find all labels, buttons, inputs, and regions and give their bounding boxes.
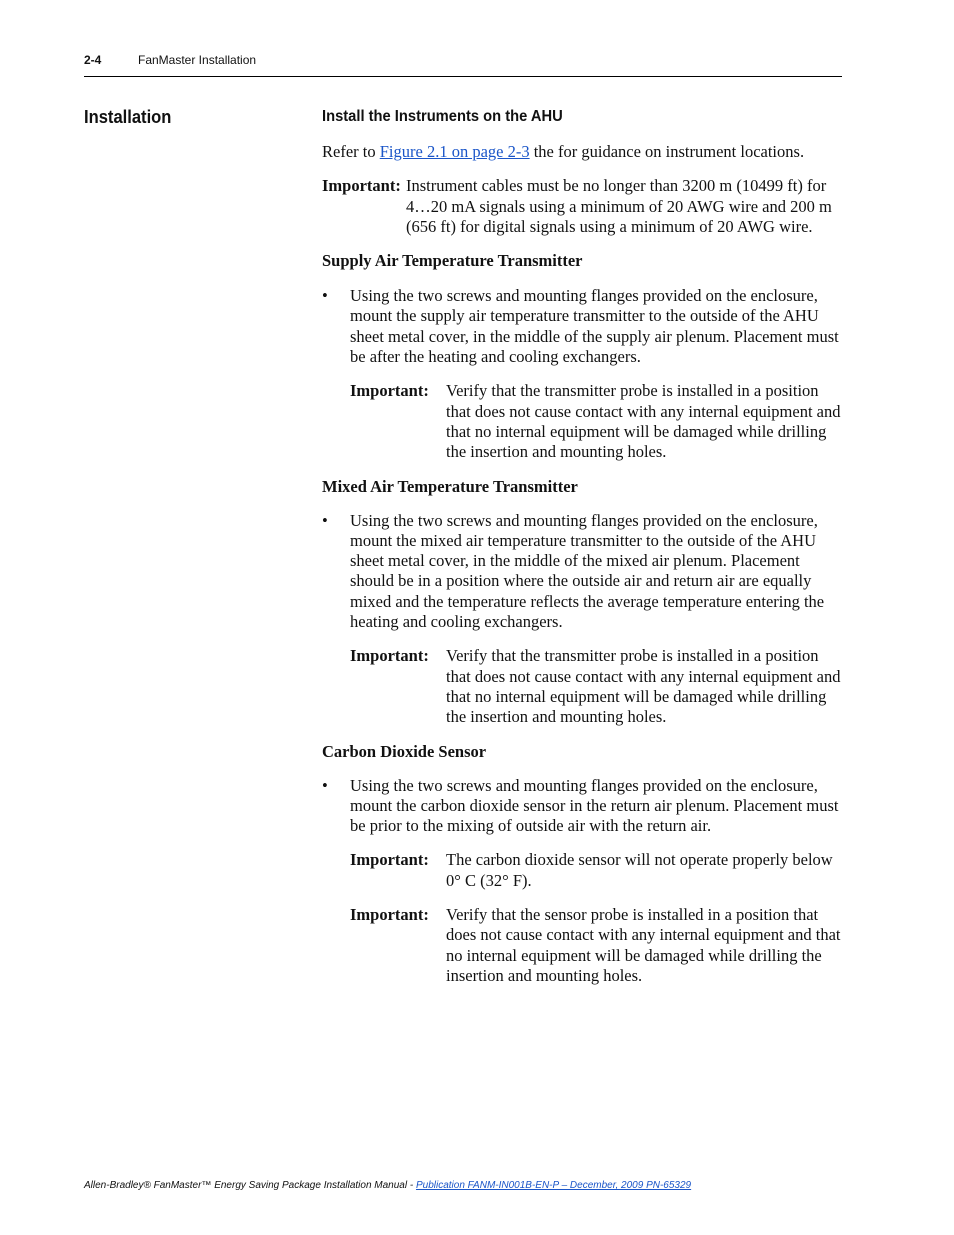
publication-link[interactable]: Publication FANM-IN001B-EN-P – December, 2009 PN-65329 [415,1180,692,1191]
footer-text: Allen-Bradley® FanMaster™ Energy Saving Package Installation Manual - [84,1180,416,1191]
supply-heading: Supply Air Temperature Transmitter [322,251,583,271]
important-label: Important: [350,381,429,401]
mixed-important-note [350,646,842,727]
co2-important-note-1 [350,850,842,891]
page-footer [84,1180,691,1191]
important-text: Verify that the sensor probe is installed in a position that does not cause contact with any internal equipment and that no internal equipment will be damaged while drilling the insertion and mounting holes. [446,905,841,985]
co2-bullet [322,776,842,837]
intro-paragraph [322,142,842,162]
important-cables-note [322,176,842,237]
co2-heading: Carbon Dioxide Sensor [322,741,487,761]
important-text: Verify that the transmitter probe is installed in a position that does not cause contact with any internal equipment and that no internal equipment will be damaged while drilling the insertion and mounting holes. [446,646,841,727]
side-heading: Installation [84,107,172,127]
bullet-text: Using the two screws and mounting flanges provided on the enclosure, mount the supply air temperature transmitter to the outside of the AHU sheet metal cover, in the middle of the supply air plenum. Placement must be after the heating and cooling exchangers. [350,286,839,367]
chapter-title: FanMaster Installation [138,53,257,67]
bullet-icon: • [322,286,328,306]
mixed-bullet [322,511,842,633]
co2-important-note-2 [350,905,842,986]
important-label: Important: [350,850,429,870]
bullet-icon: • [322,510,328,530]
bullet-icon: • [322,775,328,795]
important-label: Important: [350,905,429,925]
important-text: The carbon dioxide sensor will not operate properly below 0° C (32° F). [446,850,833,890]
important-text: Instrument cables must be no longer than 3200 m (10499 ft) for 4…20 mA signals using a minimum of 20 AWG wire and 200 m (656 ft) for digital signals using a minimum of 20 AWG wire. [406,176,832,236]
intro-suffix: the for guidance on instrument locations. [529,142,805,161]
section-heading: Install the Instruments on the AHU [322,108,563,125]
page-number: 2-4 [84,53,102,67]
intro-prefix: Refer to [322,142,380,161]
important-label: Important: [350,646,429,666]
bullet-text: Using the two screws and mounting flanges provided on the enclosure, mount the carbon dioxide sensor in the return air plenum. Placement must be prior to the mixing of outside air with the return air. [350,775,839,836]
mixed-heading: Mixed Air Temperature Transmitter [322,476,578,496]
main-content [322,108,842,986]
supply-important-note [350,381,842,462]
important-text: Verify that the transmitter probe is installed in a position that does not cause contact with any internal equipment and that no internal equipment will be damaged while drilling the insertion and mounting holes. [446,381,841,462]
important-label: Important: [322,176,401,196]
figure-link[interactable]: Figure 2.1 on page 2-3 [379,142,530,161]
bullet-text: Using the two screws and mounting flanges provided on the enclosure, mount the mixed air temperature transmitter to the outside of the AHU sheet metal cover, in the middle of the mixed air plenum. Placement should be in a position where the outside air and return air are equally mixed and the temperature reflects the average temperature entering the heating and cooling exchangers. [350,510,825,632]
page-header [84,52,842,77]
supply-bullet [322,286,842,367]
